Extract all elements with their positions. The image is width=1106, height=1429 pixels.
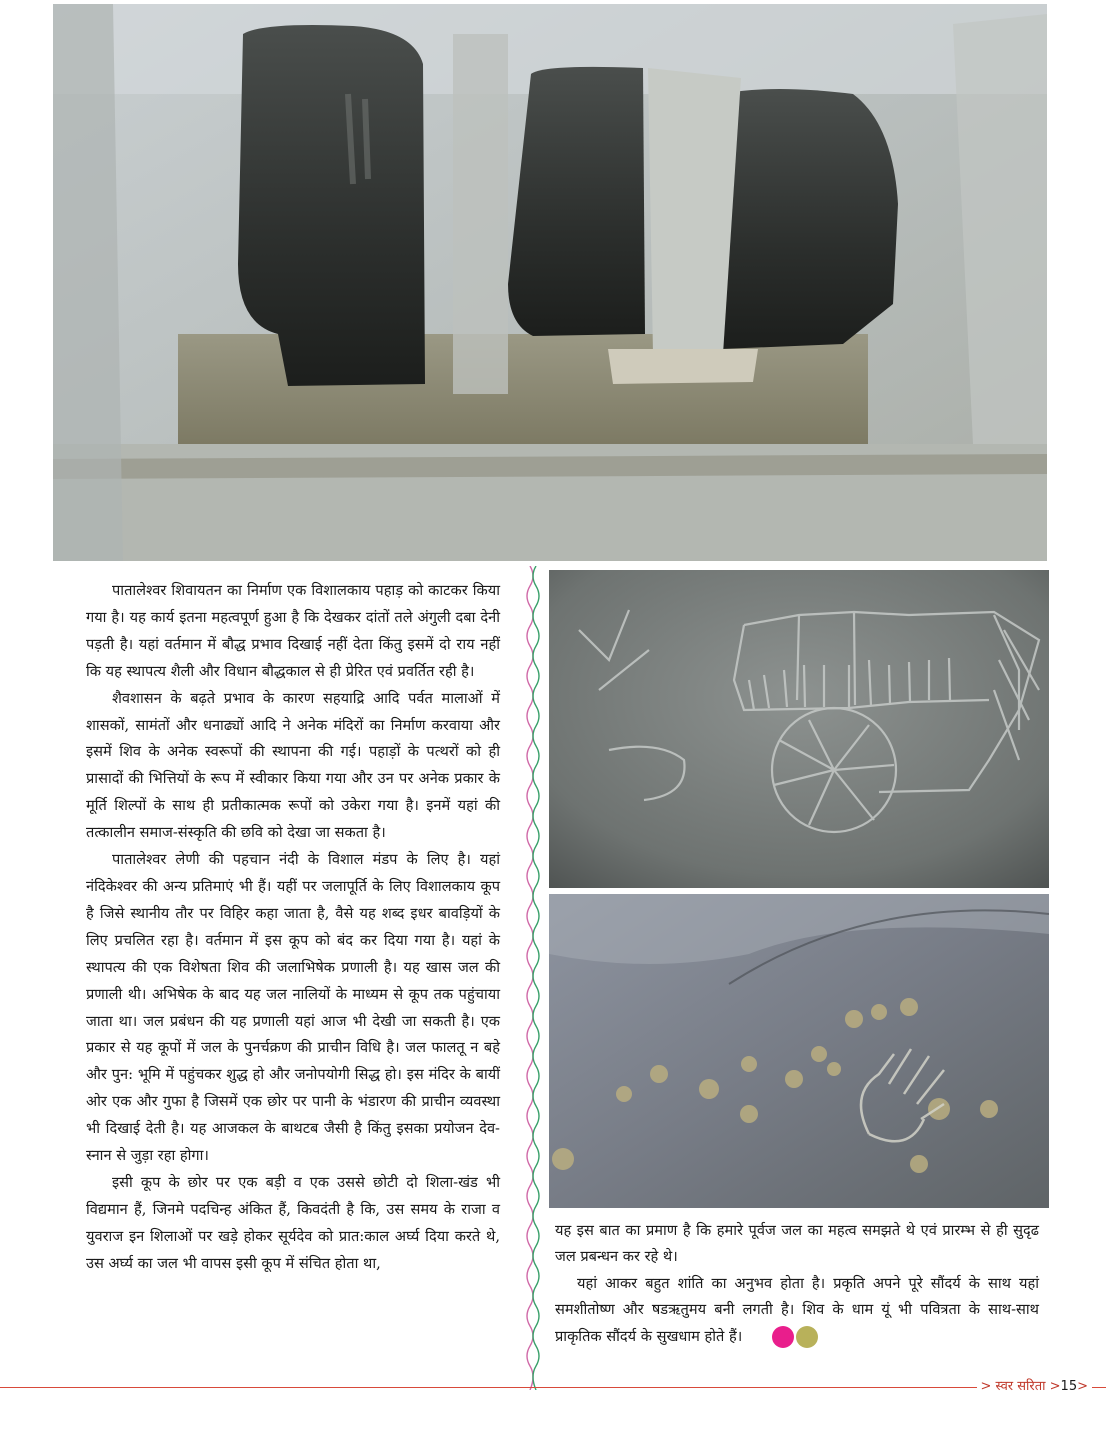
olive-dot-icon: [796, 1326, 818, 1348]
paragraph-6: [555, 1271, 1039, 1350]
paragraph-1: पातालेश्वर शिवायतन का निर्माण एक विशालकाय पहाड़ को काटकर किया गया है। यह कार्य इतना महत्वपूर्ण हुआ है कि देखकर दांतों तले अंगुली दबा देनी पड़ती है। यहां वर्तमान में बौद्ध प्रभाव दिखाई नहीं देता किंतु इसमें दो राय नहीं कि यह स्थापत्य शैली और विधान बौद्धकाल से ही प्रेरित एवं प्रवर्तित रही है।: [86, 582, 500, 680]
end-mark: [750, 1324, 818, 1350]
page-footer: [977, 1376, 1093, 1394]
column-divider: [526, 566, 540, 1390]
pink-dot-icon: [772, 1326, 794, 1348]
paragraph-3: पातालेश्वर लेणी की पहचान नंदी के विशाल मंडप के लिए है। यहां नंदिकेश्वर की अन्य प्रतिमाएं भी हैं। यहीं पर जलापूर्ति के लिए विशालकाय कूप है जिसे स्थानीय तौर पर विहिर कहा जाता है, वैसे यह शब्द इधर बावड़ियों के लिए प्रचलित रहा है। वर्तमान में इस कूप को बंद कर दिया गया है। यहां के स्थापत्य की एक विशेषता शिव की जलाभिषेक प्रणाली है। यह खास जल की प्रणाली थी। अभिषेक के बाद यह जल नालियों के माध्यम से कूप तक पहुंचाया जाता था। जल प्रबंधन की यह प्रणाली यहां आज भी देखी जा सकती है। एक प्रकार से यह कूपों में जल के पुनर्चक्रण की प्राचीन विधि है। जल फालतू न बहे और पुन: भूमि में पहुंचकर शुद्ध हो और जनोपयोगी सिद्ध हो। इस मंदिर के बायीं ओर एक और गुफा है जिसमें एक छोर पर पानी के भंडारण की प्राचीन व्यवस्था भी दिखाई देती है। यह आजकल के बाथटब जैसी है किंतु इसका प्रयोजन देव-स्नान से जुड़ा रहा होगा।: [86, 851, 500, 1165]
paragraph-5: यह इस बात का प्रमाण है कि हमारे पूर्वज जल का महत्व समझते थे एवं प्रारम्भ से ही सुदृढ जल प्रबन्धन कर रहे थे।: [555, 1222, 1039, 1266]
magazine-name: > स्वर सरिता >: [980, 1379, 1061, 1394]
page-number: 15: [1060, 1379, 1078, 1394]
article-left-column: [86, 578, 500, 1278]
handprint-carving-photo: [549, 894, 1049, 1208]
paragraph-4: इसी कूप के छोर पर एक बड़ी व एक उससे छोटी दो शिला-खंड भी विद्यमान हैं, जिनमे पदचिन्ह अंकित हैं, किवदंती है कि, उस समय के राजा व युवराज इन शिलाओं पर खड़े होकर सूर्यदेव को प्रात:काल अर्घ्य दिया करते थे, उस अर्घ्य का जल भी वापस इसी कूप में संचित होता था,: [86, 1173, 500, 1272]
footer-rule: [0, 1387, 1106, 1388]
paragraph-2: शैवशासन के बढ़ते प्रभाव के कारण सहयाद्रि आदि पर्वत मालाओं में शासकों, सामंतों और धनाढ्यों आदि ने अनेक मंदिरों का निर्माण करवाया और इसमें शिव के अनेक स्वरूपों की स्थापना की गई। पहाड़ों के पत्थरों को ही प्रासादों की भित्तियों के रूप में स्वीकार किया गया और उन पर अनेक प्रकार के मूर्ति शिल्पों के साथ ही प्रतीकात्मक रूपों को उकेरा गया है। इनमें यहां की तत्कालीन समाज-संस्कृति की छवि को देखा जा सकता है।: [86, 689, 500, 842]
footer-suffix: >: [1077, 1379, 1088, 1394]
cart-carving-photo: [549, 570, 1049, 888]
paragraph-6-text: यहां आकर बहुत शांति का अनुभव होता है। प्रकृति अपने पूरे सौंदर्य के साथ यहां समशीतोष्ण और षडऋतुमय बनी लगती है। शिव के धाम यूं भी पवित्रता के साथ-साथ प्राकृतिक सौंदर्य के सुखधाम होते हैं।: [555, 1274, 1039, 1345]
cave-cells-photo: [53, 4, 1047, 561]
article-right-column: [555, 1218, 1039, 1350]
